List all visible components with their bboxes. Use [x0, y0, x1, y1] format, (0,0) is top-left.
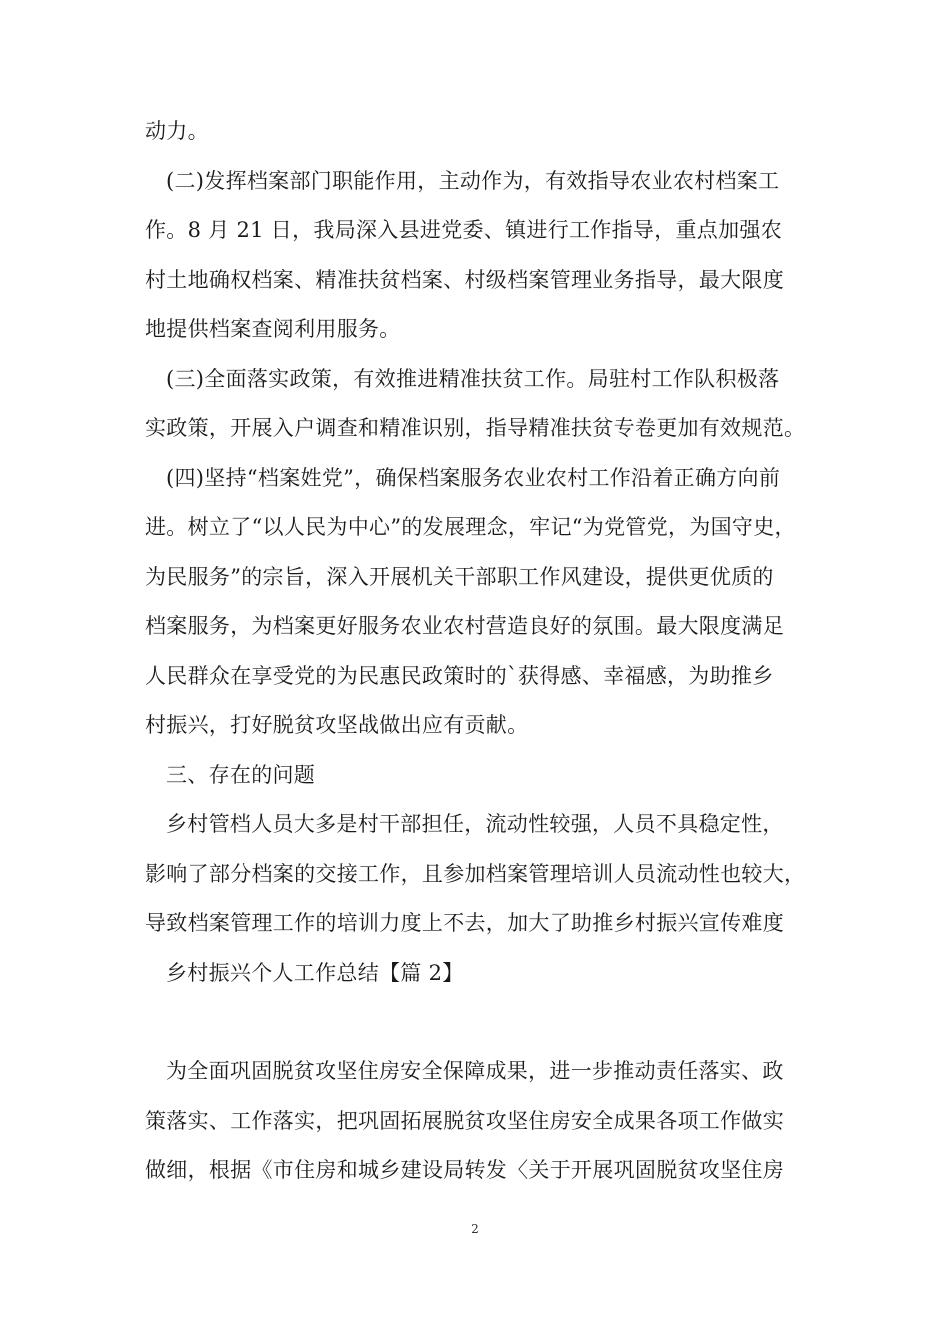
- paragraph-line: 村振兴，打好脱贫攻坚战做出应有贡献。: [145, 713, 529, 737]
- paragraph-line: 为民服务”的宗旨，深入开展机关干部职工作风建设，提供更优质的: [145, 564, 774, 589]
- paragraph-line: (二)发挥档案部门职能作用，主动作为，有效指导农业农村档案工: [166, 168, 780, 193]
- page-number: 2: [471, 1222, 479, 1236]
- paragraph-line: 档案服务，为档案更好服务农业农村营造良好的氛围。最大限度满足: [145, 614, 784, 638]
- paragraph-line: 导致档案管理工作的培训力度上不去，加大了助推乡村振兴宣传难度: [145, 911, 784, 935]
- paragraph-line: 动力。: [145, 119, 209, 143]
- article-title: 乡村振兴个人工作总结【篇 2】: [166, 960, 464, 985]
- paragraph-line: (四)坚持“档案姓党”，确保档案服务农业农村工作沿着正确方向前: [166, 465, 781, 490]
- document-body: [145, 107, 810, 1196]
- section-heading: 三、存在的问题: [166, 762, 316, 787]
- paragraph-line: 策落实、工作落实，把巩固拓展脱贫攻坚住房安全成果各项工作做实: [145, 1108, 784, 1133]
- blank-gap: [145, 998, 810, 1047]
- paragraph-line: 进。树立了“以人民为中心”的发展理念，牢记“为党管党，为国守史，: [145, 515, 796, 539]
- paragraph-line: 作。8 月 21 日，我局深入县进党委、镇进行工作指导，重点加强农: [145, 218, 783, 242]
- paragraph-line: 乡村管档人员大多是村干部担任，流动性较强，人员不具稳定性，: [166, 812, 784, 836]
- paragraph-line: 地提供档案查阅利用服务。: [145, 317, 401, 341]
- paragraph-line: 人民群众在享受党的为民惠民政策时的`获得感、幸福感，为助推乡: [145, 663, 774, 688]
- paragraph-line: 实政策，开展入户调查和精准识别，指导精准扶贫专卷更加有效规范。: [145, 416, 806, 440]
- paragraph-line: 为全面巩固脱贫攻坚住房安全保障成果，进一步推动责任落实、政: [166, 1059, 784, 1083]
- paragraph-line: (三)全面落实政策，有效推进精准扶贫工作。局驻村工作队积极落: [166, 366, 780, 391]
- paragraph-line: 影响了部分档案的交接工作，且参加档案管理培训人员流动性也较大，: [145, 861, 806, 886]
- paragraph-line: 村土地确权档案、精准扶贫档案、村级档案管理业务指导，最大限度: [145, 267, 784, 292]
- paragraph-line: 做细，根据《市住房和城乡建设局转发〈关于开展巩固脱贫攻坚住房: [145, 1158, 784, 1182]
